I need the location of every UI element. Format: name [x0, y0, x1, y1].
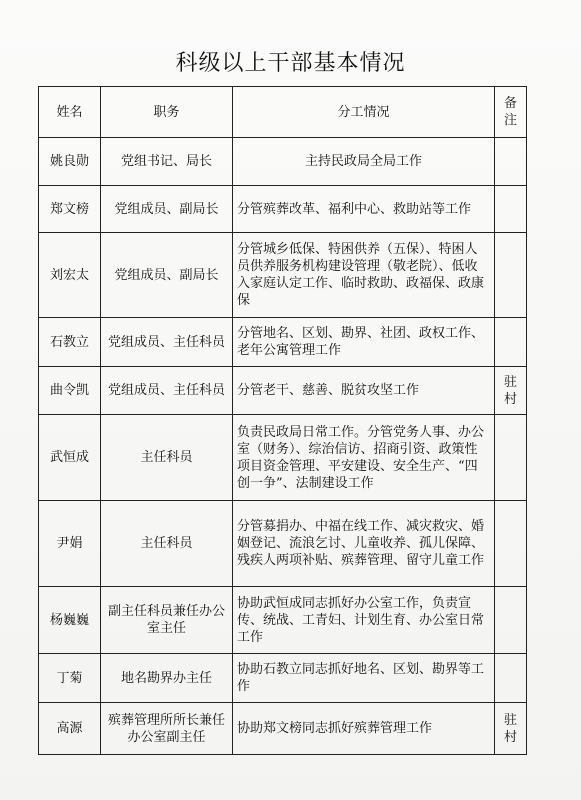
cell-name: 高源	[39, 703, 101, 755]
cell-division: 分管募捐办、中福在线工作、减灾救灾、婚姻登记、流浪乞讨、儿童收养、孤儿保障、残疾人两项补贴、殡葬管理、留守儿童工作	[233, 501, 495, 587]
cell-division: 分管城乡低保、特困供养（五保）、特困人员供养服务机构建设管理（敬老院）、低收入家庭认定工作、临时救助、政福保、政康保	[233, 233, 495, 318]
cell-post: 党组成员、主任科员	[101, 367, 233, 415]
table-row	[39, 318, 527, 367]
cell-note: 驻村	[495, 703, 527, 755]
table-row	[39, 654, 527, 703]
cell-division: 负责民政局日常工作。分管党务人事、办公室（财务）、综治信访、招商引资、政策性项目资金管理、平安建设、安全生产、“四创一争”、法制建设工作	[233, 415, 495, 501]
table-row	[39, 367, 527, 415]
cell-name: 郑文榜	[39, 186, 101, 233]
cell-post: 地名勘界办主任	[101, 654, 233, 703]
table-row	[39, 703, 527, 755]
cell-division: 分管地名、区划、勘界、社团、政权工作、老年公寓管理工作	[233, 318, 495, 367]
cell-post: 副主任科员兼任办公室主任	[101, 587, 233, 654]
cell-name: 杨巍巍	[39, 587, 101, 654]
cell-note	[495, 501, 527, 587]
cell-post: 党组成员、主任科员	[101, 318, 233, 367]
cell-name: 石教立	[39, 318, 101, 367]
cell-division: 协助石教立同志抓好地名、区划、勘界等工作	[233, 654, 495, 703]
header-division: 分工情况	[233, 87, 495, 138]
document-title: 科级以上干部基本情况	[175, 51, 406, 76]
cell-post: 党组成员、副局长	[101, 233, 233, 318]
cell-note	[495, 415, 527, 501]
cell-note	[495, 186, 527, 233]
table-header-row	[39, 87, 527, 138]
cell-name: 武恒成	[39, 415, 101, 501]
cell-division: 分管老干、慈善、脱贫攻坚工作	[233, 367, 495, 415]
table-row	[39, 138, 527, 186]
cell-name: 尹娟	[39, 501, 101, 587]
cell-note	[495, 587, 527, 654]
cell-name: 丁菊	[39, 654, 101, 703]
cell-note	[495, 654, 527, 703]
cell-note	[495, 318, 527, 367]
cell-post: 主任科员	[101, 501, 233, 587]
cell-name: 刘宏太	[39, 233, 101, 318]
cell-division: 分管殡葬改革、福利中心、救助站等工作	[233, 186, 495, 233]
cell-name: 曲令凯	[39, 367, 101, 415]
cell-post: 党组书记、局长	[101, 138, 233, 186]
cell-division: 主持民政局全局工作	[233, 138, 495, 186]
cell-post: 主任科员	[101, 415, 233, 501]
header-note: 备注	[495, 87, 527, 138]
cell-note	[495, 233, 527, 318]
cell-division: 协助武恒成同志抓好办公室工作，负责宣传、统战、工青妇、计划生育、办公室日常工作	[233, 587, 495, 654]
cell-post: 党组成员、副局长	[101, 186, 233, 233]
cell-name: 姚良勋	[39, 138, 101, 186]
table-row	[39, 501, 527, 587]
cell-note: 驻村	[495, 367, 527, 415]
table-row	[39, 233, 527, 318]
table-row	[39, 587, 527, 654]
header-name: 姓名	[39, 87, 101, 138]
table-row	[39, 186, 527, 233]
cell-note	[495, 138, 527, 186]
cell-post: 殡葬管理所所长兼任办公室副主任	[101, 703, 233, 755]
cell-division: 协助郑文榜同志抓好殡葬管理工作	[233, 703, 495, 755]
header-post: 职务	[101, 87, 233, 138]
table-row	[39, 415, 527, 501]
cadre-table	[38, 86, 527, 755]
